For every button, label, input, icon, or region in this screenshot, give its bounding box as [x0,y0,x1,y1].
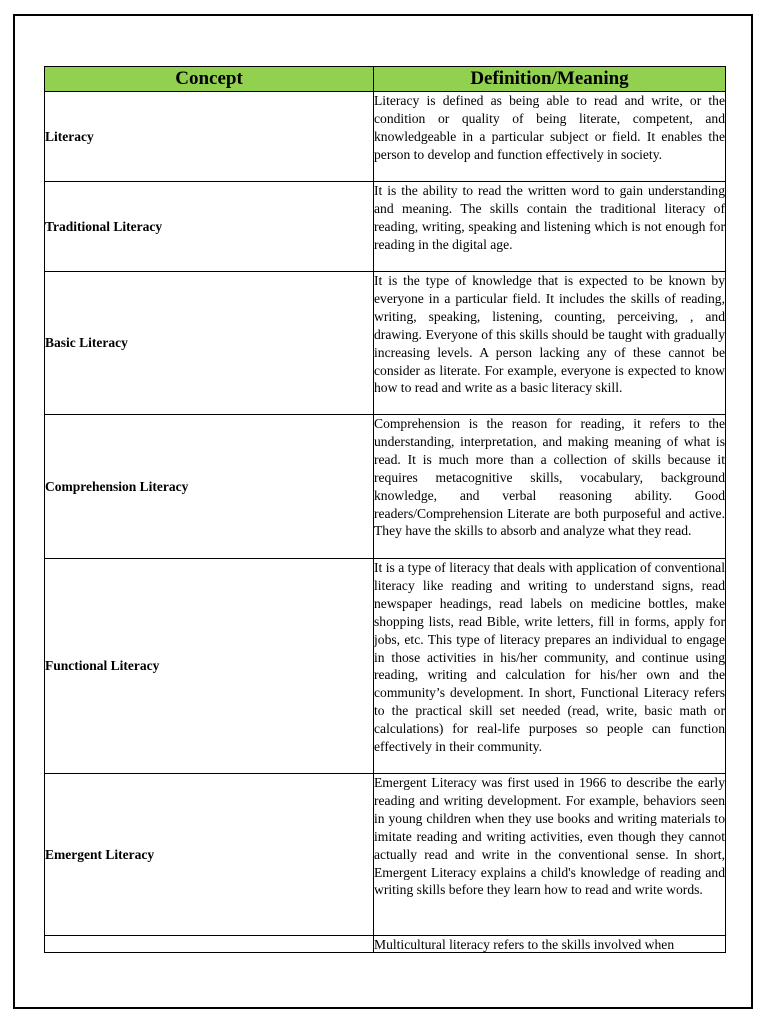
header-concept: Concept [45,67,374,92]
concept-cell [45,936,374,953]
header-definition: Definition/Meaning [374,67,726,92]
definition-cell: Literacy is defined as being able to read and write, or the condition or quality of being literate, competent, and knowledgeable in a particular subject or field. It enables the person to develop and function effectively in society. [374,93,725,162]
table-row [45,774,726,936]
table-row [45,182,726,272]
literacy-concepts-table [44,66,726,953]
concept-cell: Traditional Literacy [45,182,374,272]
concept-cell: Literacy [45,92,374,182]
table-row [45,559,726,774]
concept-cell: Basic Literacy [45,272,374,415]
definition-cell: It is the type of knowledge that is expected to be known by everyone in a particular field. It includes the skills of reading, writing, speaking, listening, counting, perceiving, , and drawing. Everyone of this skills should be taught with gradually increasing levels. A person lacking any of these cannot be consider as literate. For example, everyone is expected to know how to read and write as a basic literacy skill. [374,273,725,396]
table-header-row [45,67,726,92]
definition-cell: Emergent Literacy was first used in 1966 to describe the early reading and writing development. For example, behaviors seen in young children when they use books and writing materials to imitate reading and writing activities, even though they cannot actually read and write in the conventional sense. In short, Emergent Literacy explains a child's knowledge of reading and writing skills before they learn how to read and write words. [374,775,725,898]
concept-cell: Comprehension Literacy [45,415,374,559]
concept-cell: Emergent Literacy [45,774,374,936]
definition-cell: Multicultural literacy refers to the skills involved when [374,937,675,952]
table-row [45,415,726,559]
concept-cell: Functional Literacy [45,559,374,774]
definition-cell: It is the ability to read the written word to gain understanding and meaning. The skills contain the traditional literacy of reading, writing, speaking and listening which is not enough for reading in the digital age. [374,183,725,252]
definition-cell: It is a type of literacy that deals with application of conventional literacy like reading and writing to understand signs, read newspaper headings, read labels on medicine bottles, make shopping lists, read Bible, write letters, fill in forms, apply for jobs, etc. This type of literacy prepares an individual to engage in those activities in his/her community, and continue using reading, writing and calculation for his/her own and the community’s development. In short, Functional Literacy refers to the practical skill set needed (read, write, basic math or calculations) for real-life purposes so people can function effectively in their community. [374,560,725,755]
table-row [45,936,726,953]
definition-cell: Comprehension is the reason for reading, it refers to the understanding, interpretation, and making meaning of what is read. It is much more than a collection of skills because it requires metacognitive skills, vocabulary, background knowledge, and verbal reasoning ability. Good readers/Comprehension Literate are both purposeful and active. They have the skills to absorb and analyze what they read. [374,416,725,539]
table-row [45,92,726,182]
table-row [45,272,726,415]
